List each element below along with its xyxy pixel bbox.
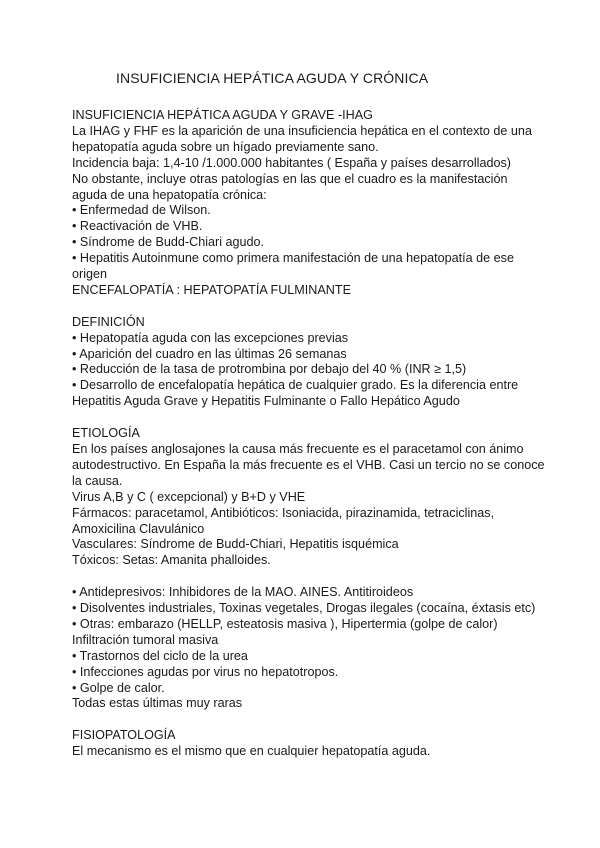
text-line: • Reducción de la tasa de protrombina por debajo del 40 % (INR ≥ 1,5) <box>72 362 467 377</box>
text-line: • Disolventes industriales, Toxinas vegetales, Drogas ilegales (cocaína, éxtasis etc) <box>72 601 536 616</box>
text-line: • Enfermedad de Wilson. <box>72 203 211 218</box>
document-body <box>72 108 545 760</box>
text-line: • Trastornos del ciclo de la urea <box>72 648 248 663</box>
text-line: FISIOPATOLOGÍA <box>72 728 176 743</box>
text-line: • Síndrome de Budd-Chiari agudo. <box>72 235 265 250</box>
text-line: El mecanismo es el mismo que en cualquier hepatopatía aguda. <box>72 744 431 759</box>
text-line: • Desarrollo de encefalopatía hepática de cualquier grado. Es la diferencia entre <box>72 378 519 393</box>
text-line: Incidencia baja: 1,4-10 /1.000.000 habitantes ( España y países desarrollados) <box>72 155 511 170</box>
text-line: Todas estas últimas muy raras <box>72 696 243 711</box>
text-line: Amoxicilina Clavulánico <box>72 521 205 536</box>
text-line: Virus A,B y C ( excepcional) y B+D y VHE <box>72 489 306 504</box>
text-line: Hepatitis Aguda Grave y Hepatitis Fulminante o Fallo Hepático Agudo <box>72 394 460 409</box>
blank-line <box>72 299 542 315</box>
text-line: • Otras: embarazo (HELLP, esteatosis masiva ), Hipertermia (golpe de calor) <box>72 616 498 631</box>
page-title: INSUFICIENCIA HEPÁTICA AGUDA Y CRÓNICA <box>116 70 429 86</box>
text-line: • Hepatitis Autoinmune como primera manifestación de una hepatopatía de ese <box>72 251 514 266</box>
text-line: autodestructivo. En España la más frecuente es el VHB. Casi un tercio no se conoce <box>72 457 545 472</box>
text-line: ENCEFALOPATÍA : HEPATOPATÍA FULMINANTE <box>72 282 351 297</box>
text-line: No obstante, incluye otras patologías en las que el cuadro es la manifestación <box>72 171 508 186</box>
blank-line <box>72 569 542 585</box>
text-line: • Aparición del cuadro en las últimas 26 semanas <box>72 346 347 361</box>
text-line: • Infecciones agudas por virus no hepatotropos. <box>72 664 339 679</box>
text-line: • Reactivación de VHB. <box>72 219 203 234</box>
text-line: Tóxicos: Setas: Amanita phalloides. <box>72 553 271 568</box>
text-line: INSUFICIENCIA HEPÁTICA AGUDA Y GRAVE -IHAG <box>72 108 373 122</box>
text-line: ETIOLOGÍA <box>72 426 140 441</box>
text-line: DEFINICIÓN <box>72 314 145 329</box>
text-line: • Golpe de calor. <box>72 680 165 695</box>
text-line: hepatopatía aguda sobre un hígado previamente sano. <box>72 139 379 154</box>
blank-line <box>72 712 542 728</box>
text-line: Infiltración tumoral masiva <box>72 632 219 647</box>
blank-line <box>72 410 542 426</box>
text-line: La IHAG y FHF es la aparición de una insuficiencia hepática en el contexto de una <box>72 123 532 138</box>
text-line: la causa. <box>72 473 123 488</box>
text-line: En los países anglosajones la causa más frecuente es el paracetamol con ánimo <box>72 442 524 456</box>
text-line: Fármacos: paracetamol, Antibióticos: Isoniacida, pirazinamida, tetraciclinas, <box>72 505 495 520</box>
text-line: aguda de una hepatopatía crónica: <box>72 187 267 202</box>
text-line: • Hepatopatía aguda con las excepciones previas <box>72 330 349 345</box>
text-line: Vasculares: Síndrome de Budd-Chiari, Hepatitis isquémica <box>72 537 399 552</box>
text-line: • Antidepresivos: Inhibidores de la MAO. AINES. Antitiroideos <box>72 585 414 600</box>
text-line: origen <box>72 267 108 282</box>
